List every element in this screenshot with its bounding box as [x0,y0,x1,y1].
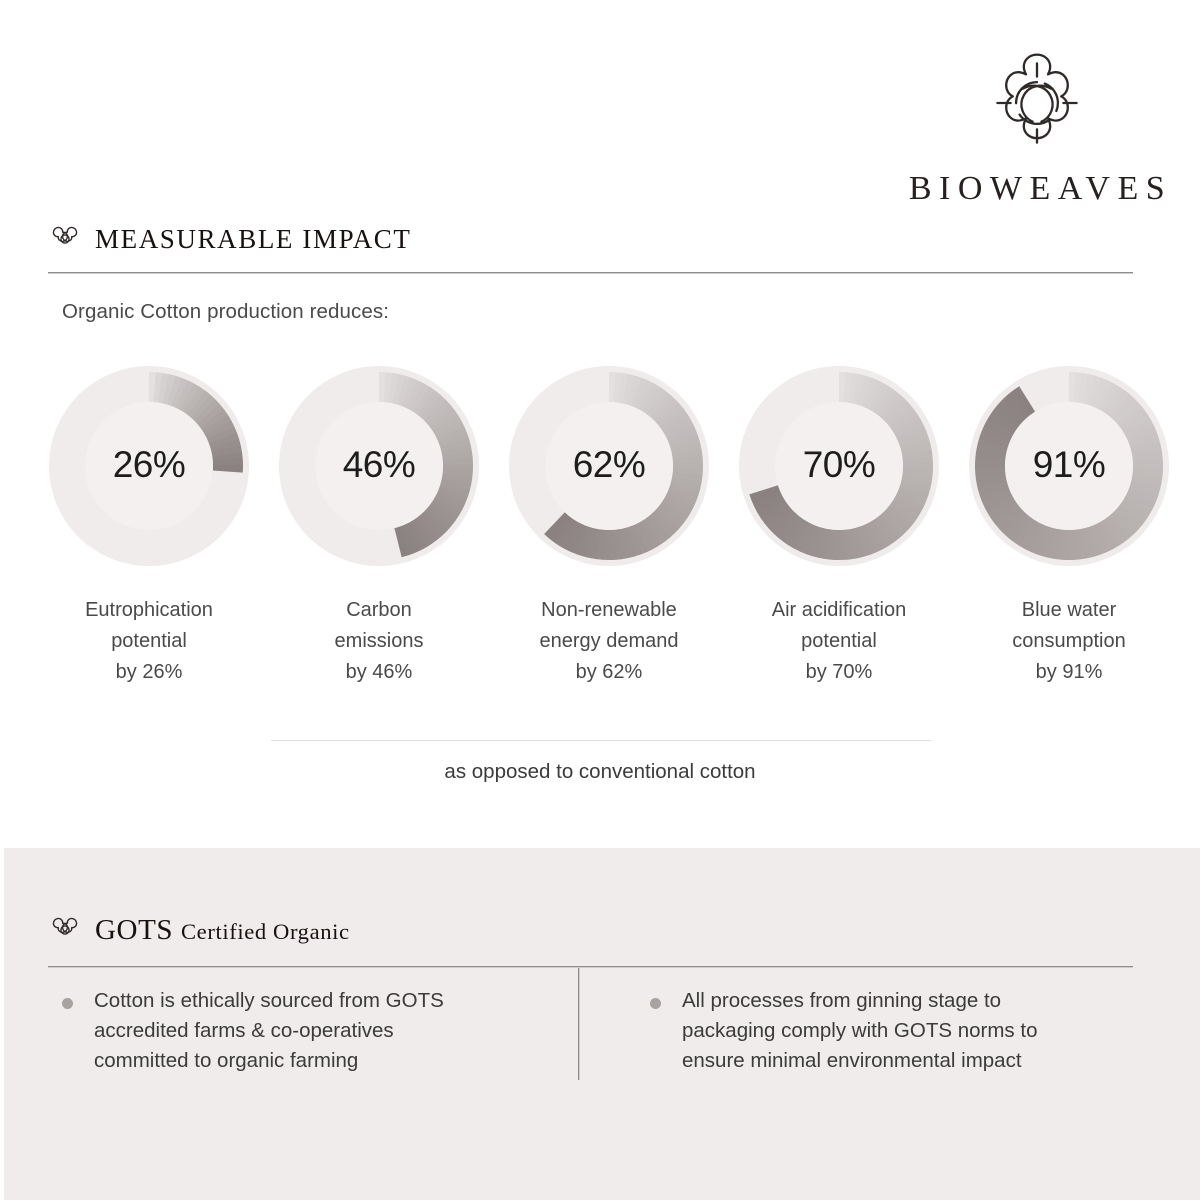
donut-caption [1012,595,1125,688]
donut-gauge [733,360,945,572]
impact-donut-4 [724,360,954,688]
bullet-text-line: All processes from ginning stage to [682,989,1002,1012]
gots-bullet-column-2 [578,986,1200,1076]
donut-caption-line: consumption [1012,630,1126,652]
donut-caption-line: Blue water [1021,599,1117,621]
gots-title-strong: GOTS [95,913,174,946]
donut-caption-line: energy demand [539,630,679,652]
donut-value-label: 26% [112,444,186,485]
donut-caption-line: Carbon [346,599,412,621]
gots-title-rest: Certified Organic [181,918,350,944]
impact-donut-5 [954,360,1184,688]
gots-bullet-column-1 [0,986,578,1076]
donut-caption-line: Non-renewable [541,599,677,621]
bullet-text [682,986,1037,1076]
list-item [650,986,1160,1076]
celtic-knot-quatrefoil-icon [48,222,82,256]
donut-caption-line: by 91% [1035,661,1103,683]
footnote-divider [271,740,931,741]
donut-value-label: 91% [1032,444,1106,485]
impact-donut-2 [264,360,494,688]
bullet-text-line: committed to organic farming [94,1049,359,1072]
donut-caption [85,595,213,688]
donut-gauge [503,360,715,572]
intro-text: Organic Cotton production reduces: [62,300,390,323]
brand-name: BIOWEAVES [908,170,1173,207]
impact-donut-3 [494,360,724,688]
donut-caption-line: by 70% [805,661,873,683]
celtic-knot-quatrefoil-icon [48,913,82,947]
bullet-text-line: accredited farms & co-operatives [94,1019,394,1042]
bullet-dot-icon [650,998,661,1009]
donut-caption-line: potential [111,630,187,652]
donut-value-label: 70% [802,444,876,485]
donut-gauge [43,360,255,572]
bullet-text-line: ensure minimal environmental impact [682,1049,1022,1072]
donut-value-label: 62% [572,444,646,485]
donut-caption-line: potential [801,630,877,652]
donut-value-label: 46% [342,444,416,485]
donut-caption-line: by 62% [575,661,643,683]
gots-title [95,914,350,947]
donut-caption-line: emissions [334,630,424,652]
donut-caption-line: by 46% [345,661,413,683]
donut-caption-line: Air acidification [771,599,907,621]
gots-divider [48,966,1133,968]
donut-gauge [273,360,485,572]
page-title: MEASURABLE IMPACT [95,223,412,254]
measurable-impact-header [48,222,412,256]
footnote-text: as opposed to conventional cotton [444,760,756,783]
header-divider [48,272,1133,274]
donut-caption [540,595,679,688]
donut-caption-line: by 26% [115,661,183,683]
bullet-text-line: Cotton is ethically sourced from GOTS [94,989,444,1012]
bullet-dot-icon [62,998,73,1009]
celtic-knot-quatrefoil-icon [982,48,1092,158]
bullet-text-line: packaging comply with GOTS norms to [682,1019,1038,1042]
donut-caption-line: Eutrophication [85,599,213,621]
donut-caption [335,595,424,688]
gots-certified-header [48,913,350,947]
impact-donut-1 [34,360,264,688]
impact-donut-row [34,360,1184,688]
donut-caption [772,595,907,688]
gots-bullet-columns [0,986,1200,1076]
bullet-text [94,986,444,1076]
donut-gauge [963,360,1175,572]
list-item [62,986,538,1076]
brand-logo [882,48,1192,208]
